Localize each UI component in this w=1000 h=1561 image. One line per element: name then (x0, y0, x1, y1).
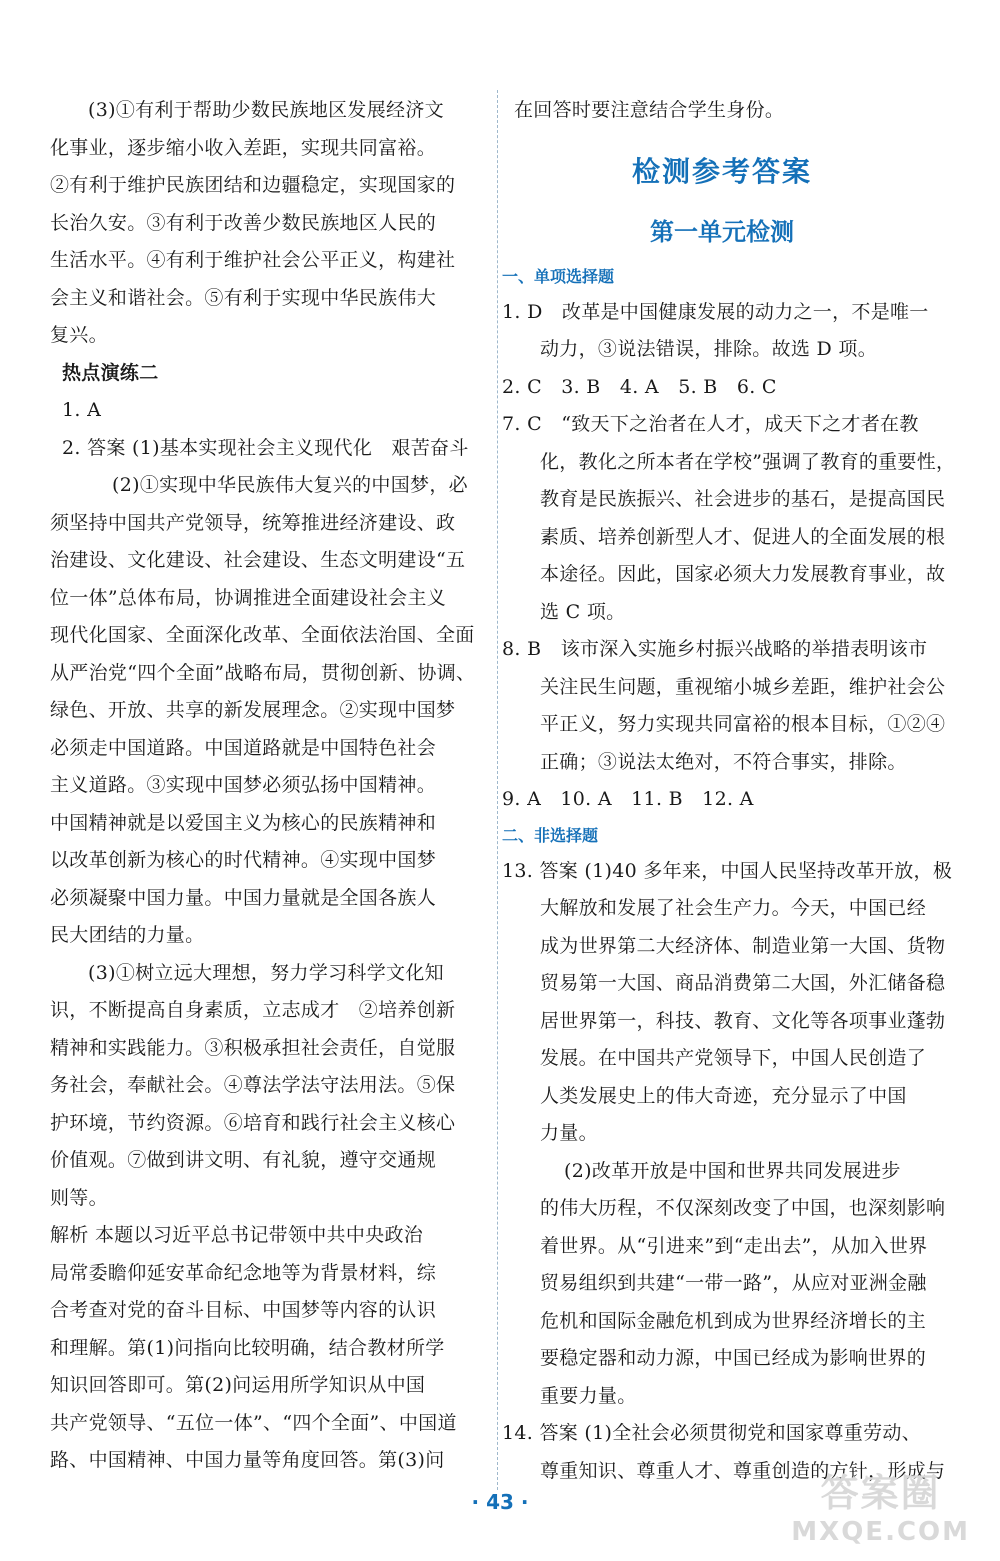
text-line: 尊重知识、尊重人才、尊重创造的方针，形成与 (540, 1459, 946, 1482)
section-title: 检测参考答案 (631, 154, 812, 188)
text-line: 贸易组织到共建“一带一路”，从应对亚洲金融 (540, 1272, 927, 1294)
part1-answers (502, 294, 956, 819)
left-column (50, 92, 490, 1480)
text-line: 识，不断提高自身素质，立志成才 ②培养创新 (50, 999, 456, 1021)
text-line: 在回答时要注意结合学生身份。 (514, 99, 785, 121)
text-line: 正确；③说法太绝对，不符合事实，排除。 (540, 750, 907, 773)
text-line: 路、中国精神、中国力量等角度回答。第(3)问 (50, 1449, 445, 1471)
text-line: 价值观。⑦做到讲文明、有礼貌，遵守交通规 (50, 1149, 437, 1171)
text-line: 局常委瞻仰延安革命纪念地等为背景材料，综 (50, 1261, 437, 1284)
text-line: 民大团结的力量。 (50, 924, 205, 946)
text-line: 13. 答案 (1)40 多年来，中国人民坚持改革开放，极 (502, 859, 953, 882)
text-line: 复兴。 (50, 324, 108, 346)
text-line: 发展。在中国共产党领导下，中国人民创造了 (540, 1047, 927, 1069)
part2-answers (502, 853, 953, 1491)
text-line: 护环境，节约资源。⑥培育和践行社会主义核心 (50, 1111, 456, 1134)
text-line: 14. 答案 (1)全社会必须贯彻党和国家尊重劳动、 (502, 1422, 922, 1444)
text-line: 7. C “致天下之治者在人才，成天下之才者在教 (502, 413, 919, 435)
text-line: 现代化国家、全面深化改革、全面依法治国、全面 (50, 624, 475, 646)
text-line: 化，教化之所本者在学校”强调了教育的重要性， (540, 450, 956, 473)
text-line: 必须凝聚中国力量。中国力量就是全国各族人 (50, 886, 437, 909)
text-line: 力量。 (540, 1122, 598, 1144)
text-line: 素质、培养创新型人才、促进人的全面发展的根 (540, 525, 946, 548)
text-line: 共产党领导、“五位一体”、“四个全面”、中国道 (50, 1411, 457, 1434)
text-line: 着世界。从“引进来”到“走出去”，从加入世界 (540, 1234, 928, 1257)
text-line: 热点演练二 (62, 361, 159, 384)
text-line: 知识回答即可。第(2)问运用所学知识从中国 (50, 1374, 426, 1396)
text-line: (2)①实现中华民族伟大复兴的中国梦，必 (112, 474, 468, 496)
text-line: 危机和国际金融危机到成为世界经济增长的主 (540, 1309, 927, 1332)
text-line: 重要力量。 (540, 1384, 637, 1407)
unit-title: 第一单元检测 (650, 217, 794, 246)
text-line: 则等。 (50, 1186, 108, 1209)
text-line: 关注民生问题，重视缩小城乡差距，维护社会公 (540, 675, 946, 698)
text-line: 位一体”总体布局，协调推进全面建设社会主义 (50, 586, 447, 609)
text-line: 大解放和发展了社会生产力。今天，中国已经 (540, 897, 927, 919)
text-line: 生活水平。④有利于维护社会公平正义，构建社 (50, 249, 456, 271)
text-line: 贸易第一大国、商品消费第二大国，外汇储备稳 (540, 972, 946, 994)
watermark-logo (791, 1462, 970, 1547)
text-line: 选 C 项。 (540, 600, 626, 623)
text-line: 成为世界第二大经济体、制造业第一大国、货物 (540, 934, 946, 957)
text-line: 教育是民族振兴、社会进步的基石，是提高国民 (540, 488, 946, 510)
text-line: 本途径。因此，国家必须大力发展教育事业，故 (540, 563, 946, 585)
text-line: 必须走中国道路。中国道路就是中国特色社会 (50, 736, 437, 759)
right-column-top (502, 92, 942, 130)
text-line: 治建设、文化建设、社会建设、生态文明建设“五 (50, 549, 466, 571)
text-line: ②有利于维护民族团结和边疆稳定，实现国家的 (50, 174, 456, 196)
text-line: 和理解。第(1)问指向比较明确，结合教材所学 (50, 1336, 445, 1359)
column-divider (497, 90, 498, 1490)
text-line: 长治久安。③有利于改善少数民族地区人民的 (50, 211, 437, 234)
text-line: 中国精神就是以爱国主义为核心的民族精神和 (50, 811, 437, 834)
text-line: 2. C 3. B 4. A 5. B 6. C (502, 375, 777, 398)
text-line: 解析 本题以习近平总书记带领中共中央政治 (50, 1224, 424, 1246)
text-line: 从严治党“四个全面”战略布局，贯彻创新、协调、 (50, 661, 476, 684)
text-line: (3)①有利于帮助少数民族地区发展经济文 (88, 99, 444, 121)
text-line: 合考查对党的奋斗目标、中国梦等内容的认识 (50, 1299, 437, 1321)
text-line: 动力，③说法错误，排除。故选 D 项。 (540, 338, 878, 360)
right-column (502, 92, 956, 1490)
text-line: 8. B 该市深入实施乡村振兴战略的举措表明该市 (502, 638, 928, 660)
watermark-top: 答案圈 (820, 1471, 941, 1515)
text-line: 以改革创新为核心的时代精神。④实现中国梦 (50, 849, 437, 871)
text-line: 精神和实践能力。③积极承担社会责任，自觉服 (50, 1036, 456, 1059)
text-line: 务社会，奉献社会。④尊法学法守法用法。⑤保 (50, 1074, 456, 1096)
text-line: (2)改革开放是中国和世界共同发展进步 (564, 1159, 901, 1182)
text-line: 须坚持中国共产党领导，统筹推进经济建设、政 (50, 511, 456, 534)
part2-heading: 二、非选择题 (502, 825, 599, 845)
text-line: 1. A (62, 399, 102, 421)
text-line: (3)①树立远大理想，努力学习科学文化知 (88, 961, 444, 984)
text-line: 2. 答案 (1)基本实现社会主义现代化 艰苦奋斗 (62, 436, 469, 459)
watermark-bottom: MXQE.COM (791, 1517, 970, 1547)
page-number: · 43 · (471, 1490, 529, 1514)
text-line: 人类发展史上的伟大奇迹，充分显示了中国 (540, 1084, 907, 1107)
text-line: 1. D 改革是中国健康发展的动力之一，不是唯一 (502, 300, 929, 323)
text-line: 会主义和谐社会。⑤有利于实现中华民族伟大 (50, 286, 437, 309)
text-line: 绿色、开放、共享的新发展理念。②实现中国梦 (50, 699, 456, 721)
part1-heading: 一、单项选择题 (502, 266, 615, 286)
text-line: 居世界第一，科技、教育、文化等各项事业蓬勃 (540, 1009, 946, 1032)
text-line: 平正义，努力实现共同富裕的根本目标，①②④ (540, 713, 946, 735)
text-line: 9. A 10. A 11. B 12. A (502, 788, 754, 810)
text-line: 化事业，逐步缩小收入差距，实现共同富裕。 (50, 136, 437, 159)
text-line: 要稳定器和动力源，中国已经成为影响世界的 (540, 1347, 927, 1369)
text-line: 的伟大历程，不仅深刻改变了中国，也深刻影响 (540, 1197, 946, 1219)
text-line: 主义道路。③实现中国梦必须弘扬中国精神。 (50, 774, 437, 796)
